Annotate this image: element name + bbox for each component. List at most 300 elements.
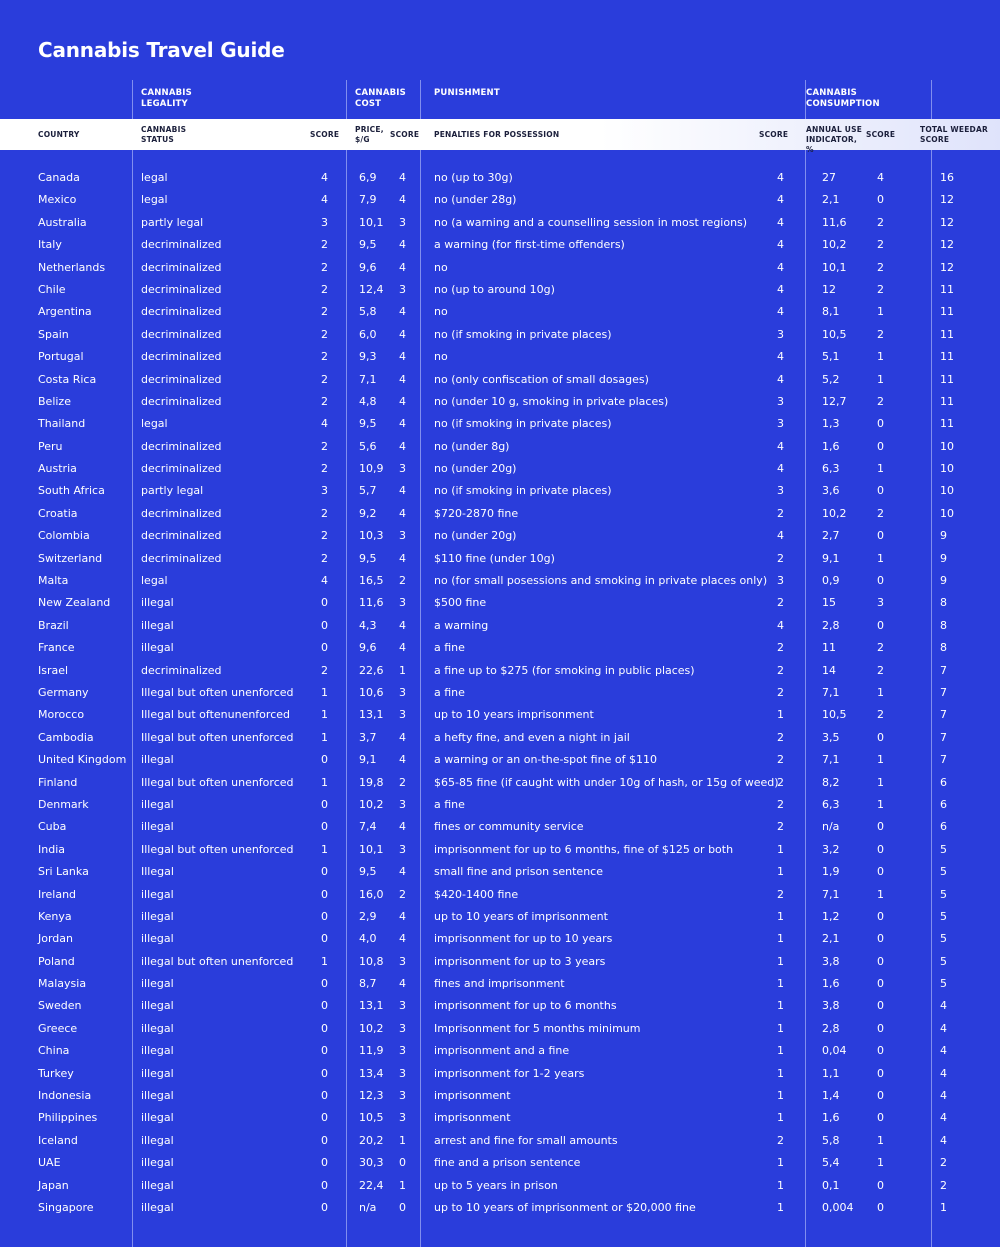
header-legality-score: SCORE xyxy=(310,130,340,139)
cell-price: 9,1 xyxy=(359,753,377,767)
cell-price: 7,9 xyxy=(359,193,377,207)
cell-price: 10,5 xyxy=(359,1111,384,1125)
cell-cost-score: 4 xyxy=(399,820,406,834)
cell-consumption-score: 0 xyxy=(877,417,884,431)
cell-punishment-score: 1 xyxy=(777,932,784,946)
table-row xyxy=(0,570,1000,592)
table-row xyxy=(0,682,1000,704)
group-consumption: CANNABIS CONSUMPTION xyxy=(806,88,880,109)
cell-total: 2 xyxy=(940,1178,947,1192)
cell-penalties: a fine xyxy=(434,641,465,655)
cell-country: Austria xyxy=(38,462,77,476)
cell-legality-score: 0 xyxy=(321,1133,328,1147)
cell-consumption-score: 0 xyxy=(877,1044,884,1058)
cell-punishment-score: 1 xyxy=(777,1066,784,1080)
header-consumption-score: SCORE xyxy=(866,130,896,139)
cell-penalties: a fine up to $275 (for smoking in public places) xyxy=(434,663,695,677)
cell-country: Japan xyxy=(38,1178,69,1192)
cell-legality-score: 4 xyxy=(321,417,328,431)
cell-punishment-score: 1 xyxy=(777,1111,784,1125)
cell-legality-score: 2 xyxy=(321,350,328,364)
cell-status: decriminalized xyxy=(141,260,222,274)
table-row xyxy=(0,301,1000,323)
cell-legality-score: 4 xyxy=(321,193,328,207)
cell-annual-use: 10,2 xyxy=(822,238,847,252)
table-row xyxy=(0,234,1000,256)
cell-country: Israel xyxy=(38,663,69,677)
cell-total: 10 xyxy=(940,439,954,453)
cell-status: illegal xyxy=(141,618,174,632)
cell-status: decriminalized xyxy=(141,663,222,677)
cell-country: Cambodia xyxy=(38,730,94,744)
cell-consumption-score: 0 xyxy=(877,1200,884,1214)
cell-consumption-score: 1 xyxy=(877,1133,884,1147)
cell-country: Italy xyxy=(38,238,62,252)
cell-total: 12 xyxy=(940,193,954,207)
cell-country: Malta xyxy=(38,574,69,588)
table-row xyxy=(0,548,1000,570)
table-row xyxy=(0,1018,1000,1040)
cell-consumption-score: 2 xyxy=(877,282,884,296)
cell-total: 5 xyxy=(940,932,947,946)
cell-country: Philippines xyxy=(38,1111,98,1125)
cell-punishment-score: 1 xyxy=(777,977,784,991)
cell-cost-score: 3 xyxy=(399,215,406,229)
cell-cost-score: 4 xyxy=(399,394,406,408)
cell-price: 10,1 xyxy=(359,842,384,856)
cell-consumption-score: 2 xyxy=(877,663,884,677)
cell-price: 19,8 xyxy=(359,775,384,789)
cell-price: 4,3 xyxy=(359,618,377,632)
cell-legality-score: 0 xyxy=(321,865,328,879)
cell-total: 4 xyxy=(940,999,947,1013)
cell-penalties: imprisonment for up to 6 months xyxy=(434,999,617,1013)
cell-total: 11 xyxy=(940,305,954,319)
table-row xyxy=(0,525,1000,547)
cell-country: Chile xyxy=(38,282,66,296)
cell-legality-score: 2 xyxy=(321,439,328,453)
cell-annual-use: 5,8 xyxy=(822,1133,840,1147)
cell-consumption-score: 0 xyxy=(877,1178,884,1192)
cell-status: illegal xyxy=(141,977,174,991)
cell-annual-use: 9,1 xyxy=(822,551,840,565)
cell-punishment-score: 2 xyxy=(777,641,784,655)
cell-cost-score: 0 xyxy=(399,1156,406,1170)
cell-cost-score: 3 xyxy=(399,596,406,610)
cell-price: 9,5 xyxy=(359,865,377,879)
table-row xyxy=(0,1107,1000,1129)
cell-annual-use: 27 xyxy=(822,171,836,184)
group-punishment: PUNISHMENT xyxy=(434,88,500,98)
table-row xyxy=(0,1152,1000,1174)
cell-country: Belize xyxy=(38,394,71,408)
cell-consumption-score: 1 xyxy=(877,685,884,699)
cell-penalties: up to 5 years in prison xyxy=(434,1178,558,1192)
cell-legality-score: 1 xyxy=(321,730,328,744)
cell-consumption-score: 3 xyxy=(877,596,884,610)
cell-price: 7,1 xyxy=(359,372,377,386)
cell-punishment-score: 1 xyxy=(777,865,784,879)
cell-annual-use: 12 xyxy=(822,282,836,296)
header-cost-score: SCORE xyxy=(390,130,420,139)
cell-consumption-score: 0 xyxy=(877,932,884,946)
cell-consumption-score: 0 xyxy=(877,1111,884,1125)
cell-status: illegal xyxy=(141,1066,174,1080)
cell-price: 2,9 xyxy=(359,909,377,923)
cell-country: Mexico xyxy=(38,193,77,207)
cell-status: Illegal but often unenforced xyxy=(141,842,294,856)
cell-country: Sri Lanka xyxy=(38,865,89,879)
table-row xyxy=(0,704,1000,726)
table-row xyxy=(0,1063,1000,1085)
cell-penalties: imprisonment for up to 3 years xyxy=(434,954,606,968)
cell-cost-score: 4 xyxy=(399,238,406,252)
cell-penalties: a warning xyxy=(434,618,489,632)
cell-cost-score: 4 xyxy=(399,439,406,453)
table-body xyxy=(0,167,1000,1219)
cell-cost-score: 2 xyxy=(399,574,406,588)
table-row xyxy=(0,279,1000,301)
cell-annual-use: 12,7 xyxy=(822,394,847,408)
cell-legality-score: 2 xyxy=(321,663,328,677)
cell-cost-score: 1 xyxy=(399,663,406,677)
cell-total: 4 xyxy=(940,1133,947,1147)
cell-total: 6 xyxy=(940,775,947,789)
cell-annual-use: 10,2 xyxy=(822,506,847,520)
cell-penalties: a warning or an on-the-spot fine of $110 xyxy=(434,753,657,767)
cell-consumption-score: 1 xyxy=(877,887,884,901)
cell-total: 9 xyxy=(940,529,947,543)
cell-status: illegal but often unenforced xyxy=(141,954,294,968)
cell-penalties: no (if smoking in private places) xyxy=(434,417,612,431)
table-row xyxy=(0,660,1000,682)
cell-cost-score: 3 xyxy=(399,999,406,1013)
header-country: COUNTRY xyxy=(38,130,80,139)
cell-country: France xyxy=(38,641,75,655)
cell-punishment-score: 2 xyxy=(777,775,784,789)
cell-cost-score: 3 xyxy=(399,1111,406,1125)
cell-price: 7,4 xyxy=(359,820,377,834)
cell-annual-use: 2,1 xyxy=(822,193,840,207)
cell-legality-score: 0 xyxy=(321,596,328,610)
cell-country: Finland xyxy=(38,775,78,789)
cell-annual-use: 10,5 xyxy=(822,327,847,341)
cell-legality-score: 2 xyxy=(321,238,328,252)
cell-status: illegal xyxy=(141,1044,174,1058)
cell-price: n/a xyxy=(359,1200,377,1214)
cell-annual-use: 7,1 xyxy=(822,887,840,901)
cell-punishment-score: 1 xyxy=(777,1044,784,1058)
cell-total: 6 xyxy=(940,797,947,811)
cell-cost-score: 3 xyxy=(399,1021,406,1035)
cell-consumption-score: 0 xyxy=(877,1089,884,1103)
cell-price: 16,0 xyxy=(359,887,384,901)
cell-total: 5 xyxy=(940,865,947,879)
cell-country: Malaysia xyxy=(38,977,87,991)
cell-punishment-score: 4 xyxy=(777,372,784,386)
cell-penalties: Imprisonment for 5 months minimum xyxy=(434,1021,641,1035)
cell-penalties: no (for small posessions and smoking in private places only) xyxy=(434,574,768,588)
cell-annual-use: 8,1 xyxy=(822,305,840,319)
cell-penalties: fines and imprisonment xyxy=(434,977,565,991)
cell-cost-score: 4 xyxy=(399,730,406,744)
cell-punishment-score: 4 xyxy=(777,439,784,453)
table-row xyxy=(0,189,1000,211)
header-penalties: PENALTIES FOR POSSESSION xyxy=(434,130,560,139)
cell-cost-score: 3 xyxy=(399,797,406,811)
cell-penalties: imprisonment for 1-2 years xyxy=(434,1066,585,1080)
cell-cost-score: 4 xyxy=(399,641,406,655)
cell-price: 12,3 xyxy=(359,1089,384,1103)
cell-cost-score: 3 xyxy=(399,282,406,296)
cell-country: Switzerland xyxy=(38,551,103,565)
cell-cost-score: 4 xyxy=(399,193,406,207)
cell-consumption-score: 0 xyxy=(877,999,884,1013)
cell-price: 6,9 xyxy=(359,171,377,184)
cell-penalties: a hefty fine, and even a night in jail xyxy=(434,730,630,744)
cell-legality-score: 0 xyxy=(321,909,328,923)
cell-status: illegal xyxy=(141,753,174,767)
cell-status: illegal xyxy=(141,1200,174,1214)
cell-price: 6,0 xyxy=(359,327,377,341)
cell-annual-use: 11 xyxy=(822,641,836,655)
cell-country: Colombia xyxy=(38,529,90,543)
cell-status: illegal xyxy=(141,932,174,946)
table-row xyxy=(0,369,1000,391)
cell-legality-score: 2 xyxy=(321,462,328,476)
cell-total: 8 xyxy=(940,618,947,632)
cell-legality-score: 0 xyxy=(321,753,328,767)
cell-country: Thailand xyxy=(38,417,86,431)
cell-annual-use: 3,2 xyxy=(822,842,840,856)
cell-annual-use: 7,1 xyxy=(822,753,840,767)
cell-total: 2 xyxy=(940,1156,947,1170)
cell-penalties: no (only confiscation of small dosages) xyxy=(434,372,649,386)
cell-country: Iceland xyxy=(38,1133,78,1147)
cell-legality-score: 0 xyxy=(321,1200,328,1214)
cell-punishment-score: 2 xyxy=(777,1133,784,1147)
cell-legality-score: 2 xyxy=(321,372,328,386)
cell-price: 9,5 xyxy=(359,417,377,431)
cell-annual-use: 5,2 xyxy=(822,372,840,386)
cell-annual-use: 7,1 xyxy=(822,685,840,699)
cell-country: South Africa xyxy=(38,484,105,498)
cell-legality-score: 0 xyxy=(321,1111,328,1125)
cell-status: illegal xyxy=(141,820,174,834)
cell-penalties: no xyxy=(434,350,448,364)
cell-legality-score: 0 xyxy=(321,932,328,946)
cell-price: 16,5 xyxy=(359,574,384,588)
cell-penalties: a warning (for first-time offenders) xyxy=(434,238,625,252)
cell-cost-score: 4 xyxy=(399,865,406,879)
cell-total: 5 xyxy=(940,887,947,901)
cell-cost-score: 4 xyxy=(399,977,406,991)
cell-consumption-score: 1 xyxy=(877,462,884,476)
cell-consumption-score: 1 xyxy=(877,775,884,789)
table-row xyxy=(0,436,1000,458)
cell-price: 10,1 xyxy=(359,215,384,229)
cell-punishment-score: 2 xyxy=(777,596,784,610)
cell-country: Turkey xyxy=(38,1066,74,1080)
cell-legality-score: 2 xyxy=(321,282,328,296)
cell-legality-score: 1 xyxy=(321,954,328,968)
cell-annual-use: 5,1 xyxy=(822,350,840,364)
cell-legality-score: 0 xyxy=(321,1089,328,1103)
cell-price: 10,6 xyxy=(359,685,384,699)
cell-price: 12,4 xyxy=(359,282,384,296)
cell-legality-score: 2 xyxy=(321,394,328,408)
cell-punishment-score: 2 xyxy=(777,887,784,901)
cell-price: 9,3 xyxy=(359,350,377,364)
table-row xyxy=(0,1130,1000,1152)
cell-status: decriminalized xyxy=(141,529,222,543)
cell-status: Illegal but often unenforced xyxy=(141,775,294,789)
cell-country: Indonesia xyxy=(38,1089,92,1103)
cell-penalties: imprisonment for up to 6 months, fine of $125 or both xyxy=(434,842,734,856)
cell-price: 4,8 xyxy=(359,394,377,408)
cell-annual-use: 0,9 xyxy=(822,574,840,588)
cell-annual-use: 1,6 xyxy=(822,1111,840,1125)
table-row xyxy=(0,794,1000,816)
cell-consumption-score: 0 xyxy=(877,842,884,856)
cell-total: 11 xyxy=(940,417,954,431)
cell-country: New Zealand xyxy=(38,596,111,610)
cell-total: 8 xyxy=(940,641,947,655)
table-row xyxy=(0,480,1000,502)
cell-punishment-score: 1 xyxy=(777,954,784,968)
cell-country: UAE xyxy=(38,1156,61,1170)
cell-total: 11 xyxy=(940,350,954,364)
cell-total: 10 xyxy=(940,462,954,476)
cell-consumption-score: 0 xyxy=(877,1021,884,1035)
table-row xyxy=(0,458,1000,480)
cell-total: 4 xyxy=(940,1044,947,1058)
cell-punishment-score: 2 xyxy=(777,797,784,811)
cell-penalties: $110 fine (under 10g) xyxy=(434,551,555,565)
cell-consumption-score: 0 xyxy=(877,439,884,453)
divider-top xyxy=(346,80,347,119)
cell-cost-score: 4 xyxy=(399,484,406,498)
cell-punishment-score: 3 xyxy=(777,484,784,498)
table-row xyxy=(0,951,1000,973)
cell-consumption-score: 2 xyxy=(877,506,884,520)
cell-consumption-score: 2 xyxy=(877,238,884,252)
cell-legality-score: 1 xyxy=(321,708,328,722)
cell-status: illegal xyxy=(141,641,174,655)
page-title: Cannabis Travel Guide xyxy=(38,38,285,62)
cell-price: 9,5 xyxy=(359,238,377,252)
cell-annual-use: 14 xyxy=(822,663,836,677)
cell-status: Illegal xyxy=(141,865,174,879)
cell-punishment-score: 4 xyxy=(777,529,784,543)
cell-status: illegal xyxy=(141,999,174,1013)
cell-total: 6 xyxy=(940,820,947,834)
cell-cost-score: 4 xyxy=(399,932,406,946)
cell-price: 3,7 xyxy=(359,730,377,744)
cell-penalties: no (under 20g) xyxy=(434,462,517,476)
cell-punishment-score: 1 xyxy=(777,909,784,923)
table-row xyxy=(0,749,1000,771)
cell-legality-score: 1 xyxy=(321,685,328,699)
cell-price: 8,7 xyxy=(359,977,377,991)
cell-total: 10 xyxy=(940,484,954,498)
cell-punishment-score: 1 xyxy=(777,1156,784,1170)
cell-cost-score: 4 xyxy=(399,171,406,184)
cell-annual-use: 2,1 xyxy=(822,932,840,946)
cell-total: 4 xyxy=(940,1111,947,1125)
cell-status: partly legal xyxy=(141,215,204,229)
cell-cost-score: 3 xyxy=(399,462,406,476)
cell-penalties: $720-2870 fine xyxy=(434,506,519,520)
cell-status: decriminalized xyxy=(141,394,222,408)
cell-cost-score: 3 xyxy=(399,685,406,699)
cell-legality-score: 0 xyxy=(321,1156,328,1170)
cell-penalties: small fine and prison sentence xyxy=(434,865,603,879)
header-total: TOTAL WEEDAR SCORE xyxy=(920,125,988,144)
cell-status: illegal xyxy=(141,1178,174,1192)
cell-punishment-score: 1 xyxy=(777,1089,784,1103)
table-row xyxy=(0,772,1000,794)
cell-legality-score: 0 xyxy=(321,618,328,632)
cell-consumption-score: 1 xyxy=(877,350,884,364)
cell-price: 13,1 xyxy=(359,999,384,1013)
cell-punishment-score: 2 xyxy=(777,506,784,520)
cell-country: Jordan xyxy=(38,932,73,946)
cell-punishment-score: 1 xyxy=(777,1178,784,1192)
cell-country: Costa Rica xyxy=(38,372,97,386)
cell-cost-score: 4 xyxy=(399,753,406,767)
cell-legality-score: 4 xyxy=(321,171,328,184)
cell-cost-score: 4 xyxy=(399,372,406,386)
cell-total: 5 xyxy=(940,909,947,923)
table-row xyxy=(0,324,1000,346)
table-row xyxy=(0,503,1000,525)
cell-total: 4 xyxy=(940,1089,947,1103)
table-row xyxy=(0,995,1000,1017)
cell-penalties: imprisonment and a fine xyxy=(434,1044,570,1058)
cell-total: 5 xyxy=(940,977,947,991)
cell-penalties: up to 10 years imprisonment xyxy=(434,708,594,722)
cell-status: illegal xyxy=(141,909,174,923)
cell-consumption-score: 0 xyxy=(877,1066,884,1080)
table-row xyxy=(0,839,1000,861)
cell-legality-score: 0 xyxy=(321,977,328,991)
cell-price: 10,2 xyxy=(359,1021,384,1035)
cell-annual-use: 6,3 xyxy=(822,462,840,476)
table-row xyxy=(0,973,1000,995)
cell-punishment-score: 2 xyxy=(777,820,784,834)
cell-consumption-score: 2 xyxy=(877,215,884,229)
table-row xyxy=(0,257,1000,279)
cell-price: 10,9 xyxy=(359,462,384,476)
cell-annual-use: 5,4 xyxy=(822,1156,840,1170)
cell-legality-score: 4 xyxy=(321,574,328,588)
cell-punishment-score: 4 xyxy=(777,305,784,319)
cell-cost-score: 1 xyxy=(399,1133,406,1147)
table-row xyxy=(0,637,1000,659)
cell-price: 9,6 xyxy=(359,260,377,274)
cell-status: legal xyxy=(141,574,168,588)
cell-annual-use: 1,1 xyxy=(822,1066,840,1080)
cell-annual-use: 0,1 xyxy=(822,1178,840,1192)
cell-country: Argentina xyxy=(38,305,92,319)
cell-price: 13,1 xyxy=(359,708,384,722)
cell-country: Kenya xyxy=(38,909,72,923)
cell-total: 7 xyxy=(940,685,947,699)
cell-country: Sweden xyxy=(38,999,82,1013)
cell-status: legal xyxy=(141,417,168,431)
cell-country: Croatia xyxy=(38,506,78,520)
